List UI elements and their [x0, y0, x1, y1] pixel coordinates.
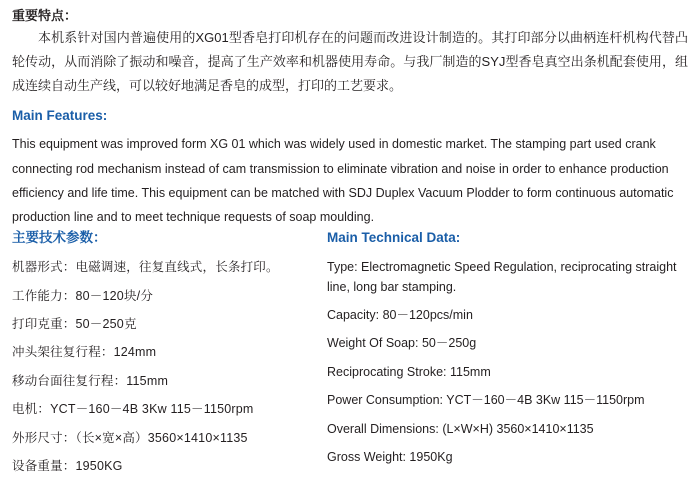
english-specs-heading: Main Technical Data:	[327, 230, 461, 245]
spec-item: 工作能力：80－120块/分	[12, 288, 154, 303]
chinese-features-heading: 重要特点：	[12, 8, 78, 23]
english-features-heading: Main Features:	[12, 108, 108, 123]
spec-item: 电机：YCT－160－4B 3Kw 115－1150rpm	[12, 402, 254, 417]
spec-item: 打印克重：50－250克	[12, 317, 137, 331]
spec-item: 移动台面往复行程：115mm	[12, 373, 169, 388]
spec-item: 设备重量：1950KG	[12, 458, 123, 473]
spec-item: 外形尺寸：（长×宽×高）3560×1410×1135	[12, 430, 248, 445]
spec-item: Power Consumption: YCT－160－4B 3Kw 115－1150rpm	[327, 393, 645, 408]
chinese-features-body: 本机系针对国内普遍使用的XG01型香皂打印机存在的问题而改进设计制造的。其打印部分以曲柄连杆机构代替凸轮传动，从而消除了振动和噪音，提高了生产效率和机器使用寿命。与我厂制造的SYJ型香皂真空出条机配套使用，组成连续自动生产线，可以较好地满足香皂的成型，打印的工艺要求。	[12, 29, 688, 93]
chinese-specs-heading: 主要技术参数：	[12, 230, 107, 245]
spec-item: 冲头架往复行程：124mm	[12, 345, 157, 360]
chinese-specs-column	[12, 228, 327, 485]
spec-item: Reciprocating Stroke: 115mm	[327, 364, 491, 379]
chinese-features-section	[12, 6, 688, 98]
spec-item: 机器形式：电磁调速，往复直线式，长条打印。	[12, 260, 279, 275]
spec-item: Weight Of Soap: 50－250g	[327, 336, 477, 351]
specifications-section	[12, 228, 688, 485]
english-features-section	[12, 106, 688, 230]
spec-item: Gross Weight: 1950Kg	[327, 449, 453, 464]
english-specs-column	[327, 228, 688, 485]
spec-item: Type: Electromagnetic Speed Regulation, reciprocating straight line, long bar stamping.	[327, 260, 677, 294]
spec-item: Overall Dimensions: (L×W×H) 3560×1410×1135	[327, 421, 594, 436]
english-features-body: This equipment was improved form XG 01 which was widely used in domestic market. The stamping part used crank connecting rod mechanism instead of cam transmission to eliminate vibration and noise in order to enhance production efficiency and life time. This equipment can be matched with SDJ Duplex Vacuum Plodder to form continuous automatic production line and to meet technique requests of soap moulding.	[12, 137, 674, 225]
spec-item: Capacity: 80－120pcs/min	[327, 308, 473, 322]
